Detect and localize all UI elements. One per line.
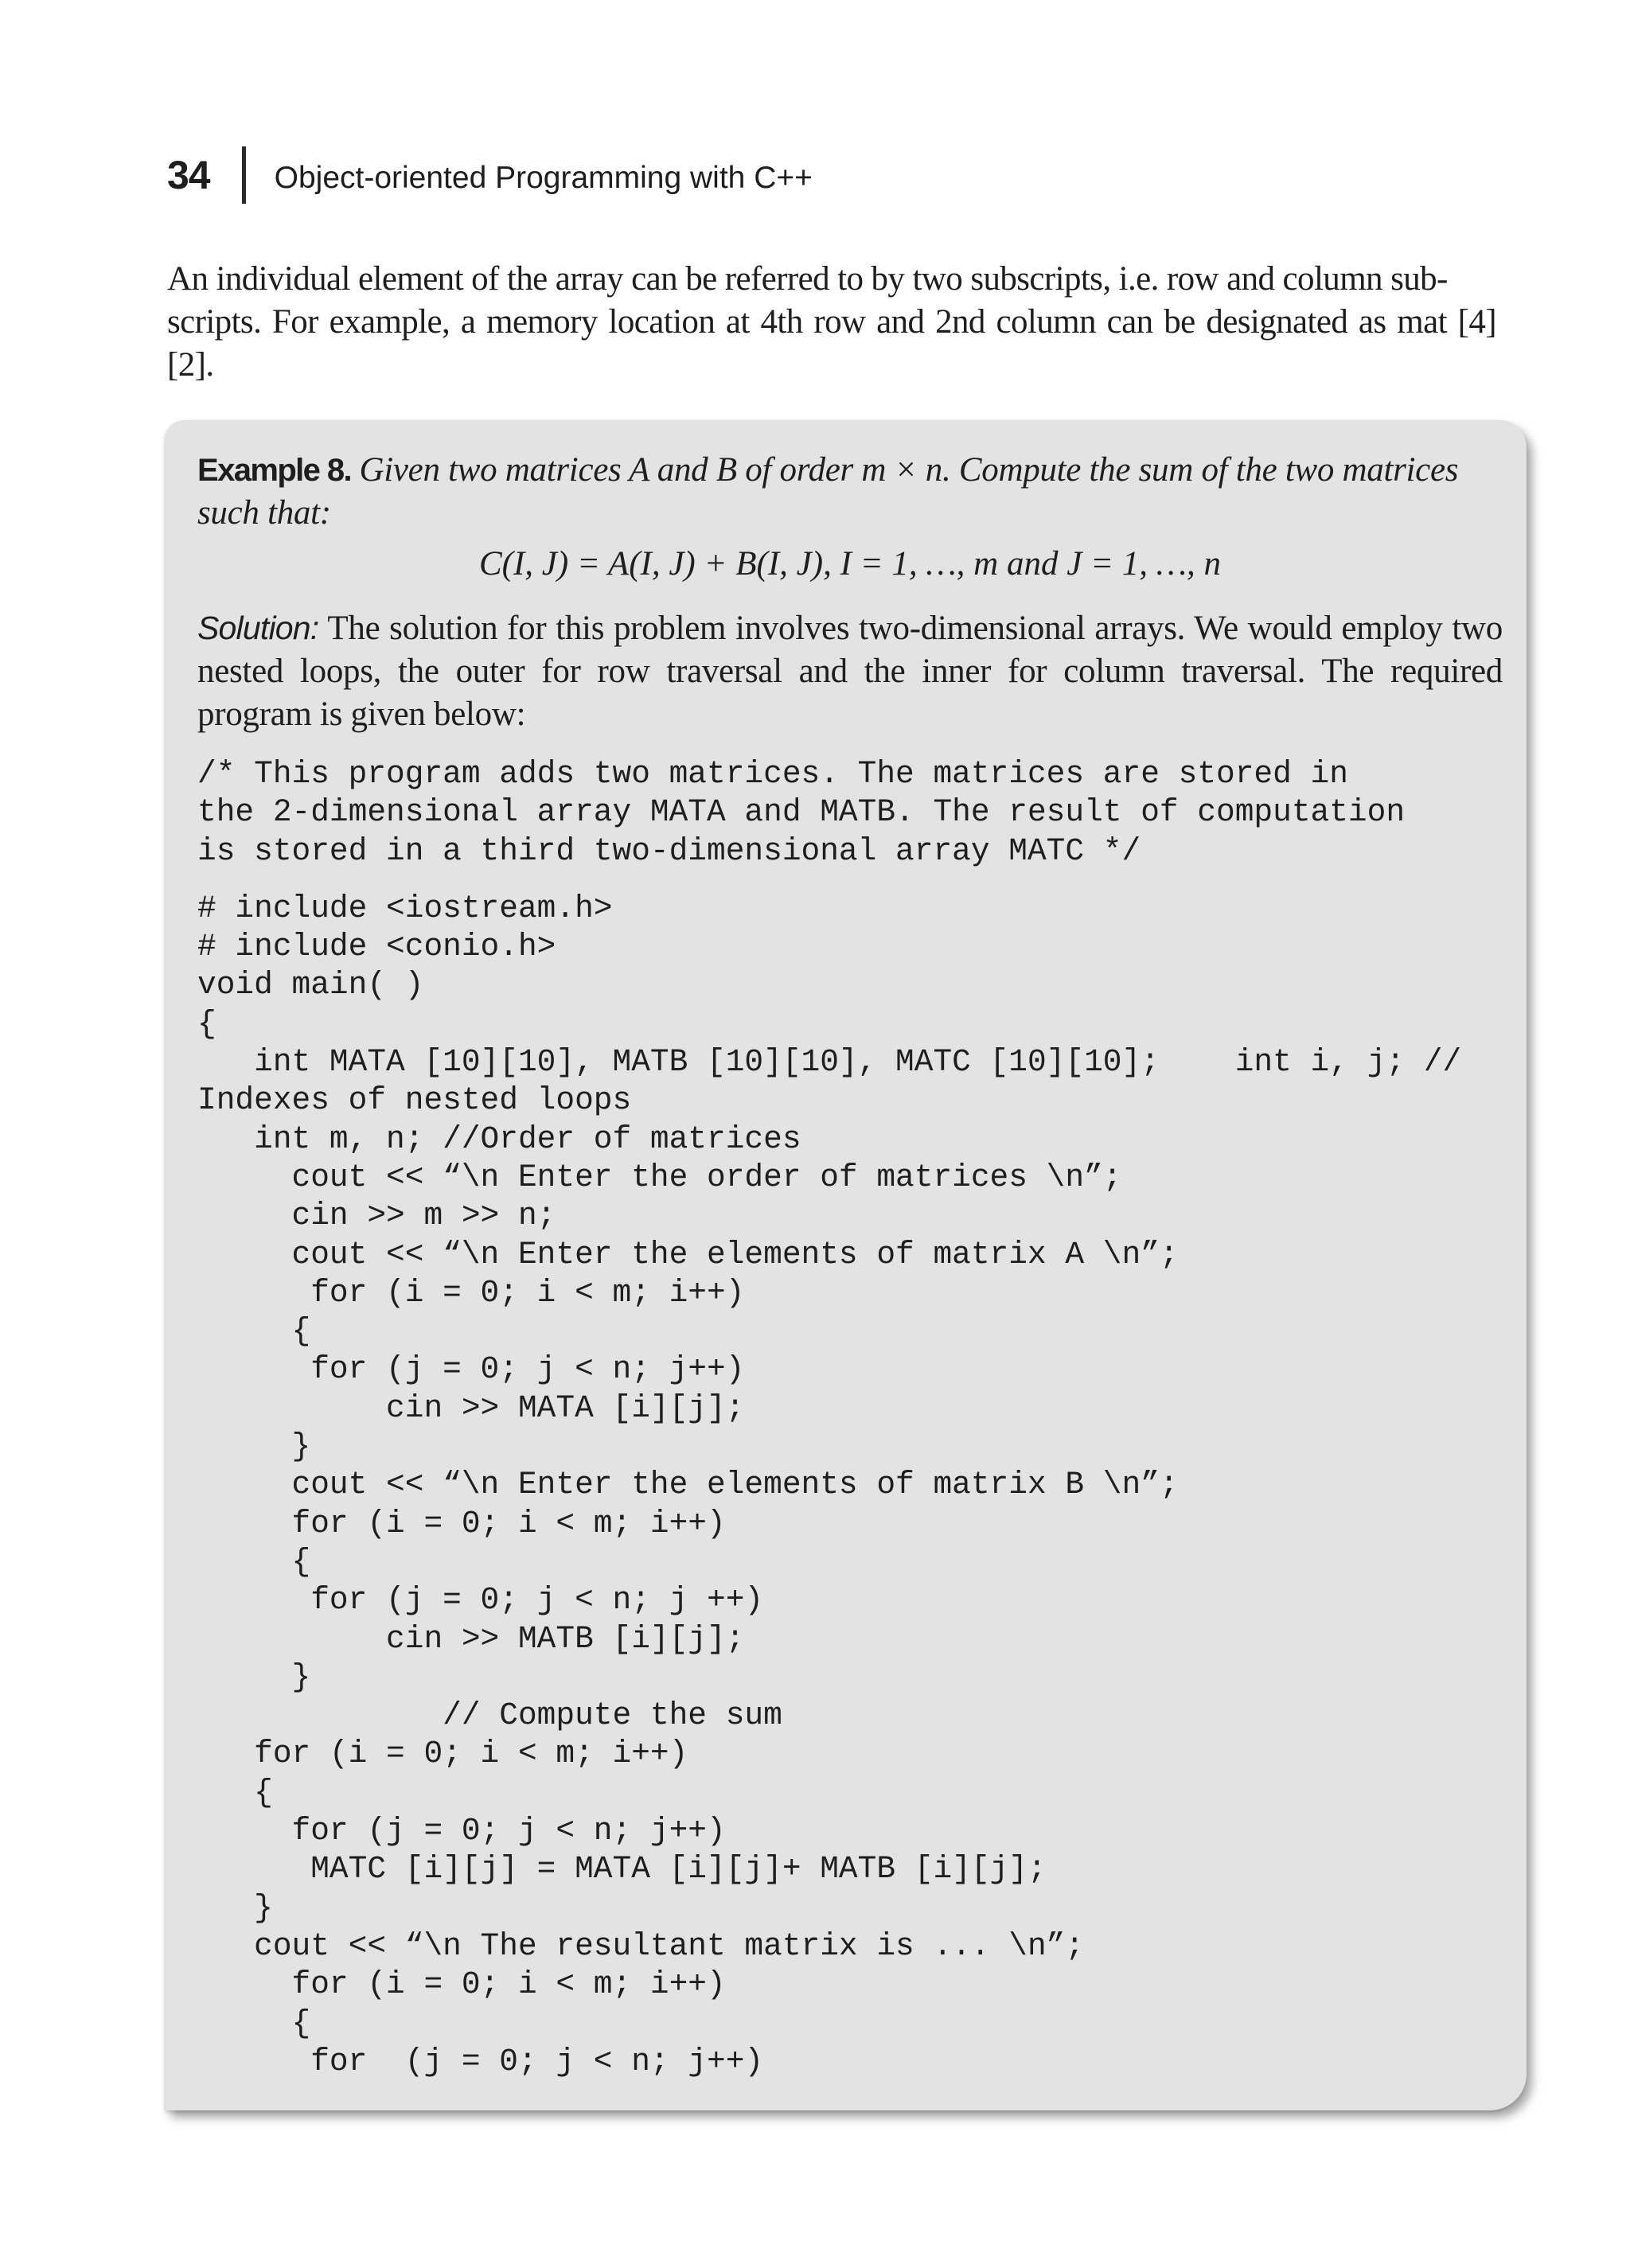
code-comment-line: the 2-dimensional array MATA and MATB. The result of computation — [197, 794, 1406, 831]
intro-paragraph — [167, 258, 1496, 387]
solution-paragraph — [197, 606, 1503, 736]
code-line: # include <iostream.h> — [197, 890, 613, 926]
example-statement — [197, 449, 1503, 535]
code-line: for (j = 0; j < n; j++) — [197, 1813, 726, 1849]
code-line: for (i = 0; i < m; i++) — [197, 1736, 688, 1772]
example-content — [197, 449, 1503, 2081]
code-line: cout << “\n The resultant matrix is ... \n”; — [197, 1927, 1085, 1964]
code-line: cout << “\n Enter the order of matrices \n”; — [197, 1159, 1122, 1195]
code-line: void main( ) — [197, 967, 424, 1003]
solution-text: The solution for this problem involves two-dimensional arrays. We would employ two nested loops, the outer for row traversal and the inner for column traversal. The required program is given below: — [197, 610, 1503, 733]
example-text: Given two matrices A and B of order m × n. Compute the sum of the two matrices such that: — [197, 451, 1459, 532]
code-line: cin >> MATB [i][j]; — [197, 1620, 745, 1657]
code-line: cout << “\n Enter the elements of matrix B \n”; — [197, 1467, 1179, 1503]
code-line: { — [197, 1774, 273, 1810]
page-number: 34 — [167, 153, 210, 197]
example-box — [166, 420, 1527, 2110]
solution-label: Solution: — [197, 610, 319, 646]
code-comment-line: /* This program adds two matrices. The matrices are stored in — [197, 756, 1348, 792]
example-formula: C(I, J) = A(I, J) + B(I, J), I = 1, …, m and J = 1, …, n — [478, 545, 1222, 583]
code-line: { — [197, 1313, 311, 1350]
code-program-block — [197, 890, 1503, 2081]
intro-line-1: An individual element of the array can be referred to by two subscripts, i.e. row and column sub- — [167, 260, 1448, 298]
code-line: MATC [i][j] = MATA [i][j]+ MATB [i][j]; — [197, 1851, 1047, 1888]
code-line: for (j = 0; j < n; j++) — [197, 2043, 764, 2079]
code-comment-line: is stored in a third two-dimensional array MATC */ — [197, 832, 1141, 869]
code-line: cin >> m >> n; — [197, 1198, 556, 1234]
code-line: int MATA [10][10], MATB [10][10], MATC [10][10]; int i, j; // — [197, 1044, 1462, 1081]
code-line: int m, n; //Order of matrices — [197, 1120, 801, 1157]
code-comment-block — [197, 755, 1503, 871]
code-line: cout << “\n Enter the elements of matrix A \n”; — [197, 1236, 1179, 1272]
code-line: // Compute the sum — [197, 1697, 782, 1734]
code-line: for (j = 0; j < n; j++) — [197, 1351, 745, 1388]
code-line: cin >> MATA [i][j]; — [197, 1389, 745, 1426]
intro-line-2: scripts. For example, a memory location at 4th row and 2nd column can be designated as mat [4] [2]. — [167, 303, 1496, 384]
code-line: for (i = 0; i < m; i++) — [197, 1505, 726, 1541]
header-divider — [242, 146, 246, 204]
code-line: } — [197, 1658, 311, 1695]
code-line: { — [197, 2005, 311, 2041]
example-label: Example 8. — [197, 453, 352, 488]
running-title: Object-oriented Programming with C++ — [274, 161, 813, 195]
code-line: } — [197, 1889, 273, 1926]
code-line: { — [197, 1005, 216, 1042]
code-line: # include <conio.h> — [197, 929, 556, 965]
code-line: for (i = 0; i < m; i++) — [197, 1966, 726, 2003]
code-line: { — [197, 1543, 311, 1580]
code-line: for (j = 0; j < n; j ++) — [197, 1582, 764, 1619]
page-header — [167, 147, 813, 203]
code-line: Indexes of nested loops — [197, 1082, 632, 1119]
code-line: for (i = 0; i < m; i++) — [197, 1274, 745, 1311]
code-line: } — [197, 1428, 311, 1465]
